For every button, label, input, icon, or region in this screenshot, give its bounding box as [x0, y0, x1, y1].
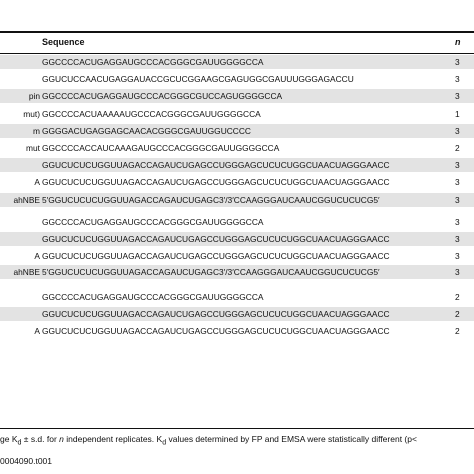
row-n: 3 — [455, 91, 460, 101]
table-row — [0, 215, 474, 229]
row-label: ahNBE — [13, 267, 40, 277]
row-sequence: GGUCUCUCUGGUUAGACCAGAUCUGAGCCUGGGAGCUCUCUGGCUAACUAGGGAACC — [42, 326, 390, 336]
row-n: 3 — [455, 126, 460, 136]
table-row — [0, 290, 474, 304]
row-n: 3 — [455, 217, 460, 227]
table-row — [0, 193, 474, 207]
row-sequence: GGUCUCUCUGGUUAGACCAGAUCUGAGCCUGGGAGCUCUCUGGCUAACUAGGGAACC — [42, 160, 390, 170]
table-doi: 0004090.t001 — [0, 456, 52, 466]
row-n: 3 — [455, 74, 460, 84]
table-row — [0, 158, 474, 172]
row-n: 3 — [455, 177, 460, 187]
table-row — [0, 72, 474, 86]
row-n: 1 — [455, 109, 460, 119]
row-sequence: GGUCUCCAACUGAGGAUACCGCUCGGAAGCGAGUGGCGAUUUGGGAGACCU — [42, 74, 354, 84]
row-sequence: GGUCUCUCUGGUUAGACCAGAUCUGAGCCUGGGAGCUCUCUGGCUAACUAGGGAACC — [42, 309, 390, 319]
row-n: 2 — [455, 326, 460, 336]
table-row — [0, 89, 474, 103]
row-sequence: GGCCCCACUAAAAAUGCCCACGGGCGAUUGGGGCCA — [42, 109, 261, 119]
row-n: 3 — [455, 234, 460, 244]
header-sequence: Sequence — [42, 37, 85, 47]
table-row — [0, 265, 474, 279]
row-sequence: GGCCCCACUGAGGAUGCCCACGGGCGAUUGGGGCCA — [42, 57, 264, 67]
table-row — [0, 324, 474, 338]
table-row — [0, 124, 474, 138]
row-label: mut — [26, 143, 40, 153]
row-n: 3 — [455, 160, 460, 170]
table-row — [0, 307, 474, 321]
row-n: 3 — [455, 267, 460, 277]
row-label: A — [34, 251, 40, 261]
table-row — [0, 175, 474, 189]
row-label: mut) — [23, 109, 40, 119]
table-header-rule — [0, 53, 474, 54]
row-sequence: GGGGACUGAGGAGCAACACGGGCGAUUGGUCCCC — [42, 126, 251, 136]
header-n: n — [455, 37, 461, 47]
table-row — [0, 141, 474, 155]
row-sequence: GGCCCCACUGAGGAUGCCCACGGGCGAUUGGGGCCA — [42, 292, 264, 302]
row-n: 3 — [455, 57, 460, 67]
row-n: 2 — [455, 309, 460, 319]
row-sequence: GGCCCCACUGAGGAUGCCCACGGGCGAUUGGGGCCA — [42, 217, 264, 227]
row-sequence: GGUCUCUCUGGUUAGACCAGAUCUGAGCCUGGGAGCUCUCUGGCUAACUAGGGAACC — [42, 177, 390, 187]
row-label: A — [34, 177, 40, 187]
row-n: 2 — [455, 143, 460, 153]
table-footnote: ge $K_d \pm s.d$. for n independent replicates. $K_d$ values determined by FP and EMSA were statistically different (p< — [0, 434, 417, 447]
table-top-rule — [0, 31, 474, 33]
table-row — [0, 55, 474, 69]
row-sequence: GGCCCCACUGAGGAUGCCCACGGGCGUCCAGUGGGGCCA — [42, 91, 283, 101]
row-n: 3 — [455, 251, 460, 261]
table-row — [0, 249, 474, 263]
row-sequence: 5′GGUCUCUCUGGUUAGACCAGAUCUGAGC3′/3′CCAAGGGAUCAAUCGGUCUCUCG5′ — [42, 267, 380, 277]
row-label: ahNBE — [13, 195, 40, 205]
row-sequence: GGUCUCUCUGGUUAGACCAGAUCUGAGCCUGGGAGCUCUCUGGCUAACUAGGGAACC — [42, 234, 390, 244]
table-row — [0, 107, 474, 121]
row-sequence: GGUCUCUCUGGUUAGACCAGAUCUGAGCCUGGGAGCUCUCUGGCUAACUAGGGAACC — [42, 251, 390, 261]
table-row — [0, 232, 474, 246]
table-header — [0, 37, 474, 51]
row-sequence: GGCCCCACCAUCAAAGAUGCCCACGGGCGAUUGGGGCCA — [42, 143, 280, 153]
row-sequence: 5′GGUCUCUCUGGUUAGACCAGAUCUGAGC3′/3′CCAAGGGAUCAAUCGGUCUCUCG5′ — [42, 195, 380, 205]
table-bottom-rule — [0, 428, 474, 429]
row-label: m — [33, 126, 40, 136]
row-label: pin — [28, 91, 40, 101]
row-n: 2 — [455, 292, 460, 302]
row-n: 3 — [455, 195, 460, 205]
row-label: A — [34, 326, 40, 336]
